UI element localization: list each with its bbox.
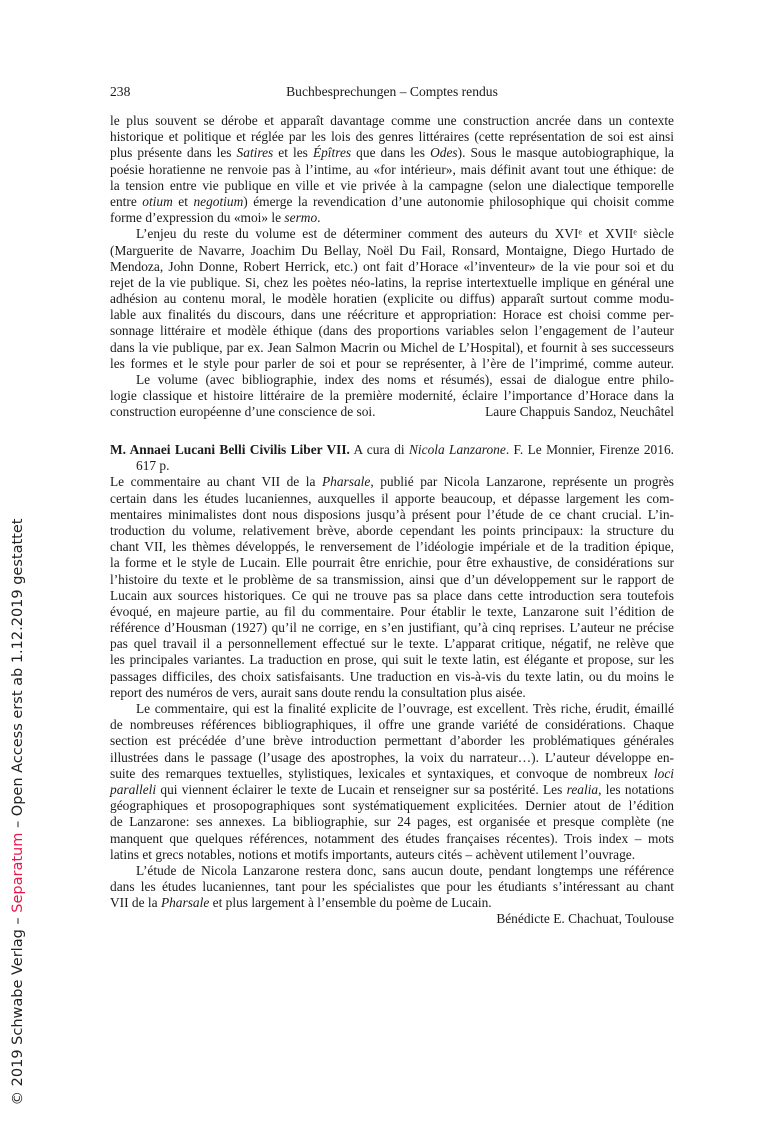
text-run: dans les études lucaniennes, tant pour les spécialistes que pour les étudiants s’intéressant au chant	[110, 879, 674, 895]
text-line	[110, 733, 674, 749]
text-run: certain dans les études lucaniennes, auxquelles il apporte beaucoup, et dépasse largement les com-	[110, 490, 674, 506]
text-run: forme d’expression du «moi» le	[110, 210, 285, 226]
text-run: ). Sous le masque autobiographique, la	[457, 145, 674, 161]
text-run: que dans les	[351, 145, 431, 161]
text-run: plus présente dans les	[110, 145, 237, 161]
text-line	[110, 178, 674, 194]
italic-text: paralleli	[110, 781, 157, 797]
text-run: poésie horatienne ne renvoie pas à l’intime, au «for intérieur», mais définit avant tout une éthique: de	[110, 161, 674, 177]
text-line	[110, 356, 674, 372]
text-run: chant VII, les thèmes développés, le renversement de l’idéologie impériale et de la tradition épique,	[110, 539, 674, 555]
text-run: construction européenne d’une conscience de soi.	[110, 404, 376, 420]
text-run: les formes et le style pour parler de soi et pour se représenter, à l’ère de l’imprimé, comme auteur.	[110, 355, 674, 371]
text-run: qui viennent éclairer le texte de Lucain et renseigner sur sa postérité. Les	[156, 781, 567, 797]
italic-text: Pharsale	[321, 474, 371, 490]
text-run: historique et politique et réglée par les lois des genres littéraires (cette représentation de soi est ainsi	[110, 129, 674, 145]
text-run: les principales variantes. La traduction en prose, qui suit le texte latin, est élégante et propose, sur les	[110, 652, 674, 668]
italic-text: loci	[653, 765, 674, 781]
text-line	[110, 340, 674, 356]
text-run: la forme et le style de Lucain. Elle pourrait être enrichie, pour être exhaustive, de considérations sur	[110, 555, 674, 571]
text-line	[110, 669, 674, 685]
text-run: . F. Le Monnier, Firenze 2016.	[505, 442, 674, 457]
text-line	[110, 652, 674, 668]
text-line	[110, 129, 674, 145]
text-run: L’étude de Nicola Lanzarone restera donc, sans aucun doute, pendant longtemps une référence	[136, 862, 674, 878]
text-run: et les	[273, 145, 313, 161]
italic-text: Épîtres	[312, 145, 352, 161]
copyright-prefix: © 2019 Schwabe Verlag –	[10, 912, 26, 1106]
italic-text: realia	[566, 781, 599, 797]
text-line	[110, 113, 674, 129]
text-run: passages difficiles, des choix satisfaisants. Une traduction en vis-à-vis du texte latin, ou du moins le	[110, 668, 674, 684]
text-run: rejet de la vie publique. Si, chez les poètes néo-latins, la reprise intertextuelle implique en général une	[110, 274, 674, 290]
text-line	[110, 620, 674, 636]
text-run: 617 p.	[136, 458, 170, 474]
text-line	[110, 323, 674, 339]
text-line	[110, 194, 674, 210]
page-number: 238	[110, 84, 131, 99]
text-line	[110, 798, 674, 814]
italic-text: sermo	[284, 210, 318, 226]
text-run: logie classique et histoire littéraire de la première modernité, éclaire l’importance d’Horace dans la	[110, 388, 674, 404]
italic-text: Pharsale	[160, 895, 210, 911]
review-lucani-belli-civilis	[110, 442, 674, 928]
text-line	[110, 307, 674, 323]
text-line	[110, 782, 674, 798]
text-line	[110, 685, 674, 701]
text-line-content	[110, 404, 375, 420]
text-run: latins et grecs notables, notions et motifs importants, auteurs cités – achèvent utilement l’ouvrage.	[110, 846, 636, 862]
text-run: A cura di	[349, 442, 409, 457]
text-line	[110, 458, 674, 474]
text-line	[110, 750, 674, 766]
text-line	[110, 555, 674, 571]
text-line	[110, 275, 674, 291]
text-line	[110, 291, 674, 307]
text-line	[110, 766, 674, 782]
text-run: pas quel travail il a personnellement effectué sur le texte. L’apparat critique, négatif, ne relève que	[110, 636, 674, 652]
italic-text: Nicola Lanzarone	[408, 442, 506, 457]
italic-text: Odes	[430, 145, 458, 161]
text-line	[110, 243, 674, 259]
text-line	[110, 210, 674, 226]
text-run: Le commentaire au chant VII de la	[110, 474, 322, 490]
text-run: de nombreuses références bibliographiques, il offre une grande variété de considérations. Chaque	[110, 717, 674, 733]
text-line	[110, 491, 674, 507]
text-line	[110, 372, 674, 388]
text-line	[110, 847, 674, 863]
text-run: et	[172, 193, 194, 209]
text-run: section est précédée d’une brève introduction permettant d’aborder les problématiques générales	[110, 733, 674, 749]
text-line	[110, 895, 674, 911]
text-line	[110, 388, 674, 404]
text-run: la tension entre vie publique en ville et vie privée à la campagne (selon une dialectique temporelle	[110, 177, 674, 193]
page-header	[110, 84, 674, 102]
text-run: VII de la	[110, 895, 161, 911]
text-line	[110, 259, 674, 275]
running-title: Buchbesprechungen – Comptes rendus	[286, 84, 498, 99]
text-run: adhésion au contenu moral, le modèle horatien (explicite ou diffus) apparaît surtout comme modu-	[110, 291, 674, 307]
text-run: mentaires minimalistes dont nous disposions jusqu’à présent pour l’étude de ce chant crucial. L’in-	[110, 506, 674, 522]
text-run: , les notations	[598, 781, 675, 797]
text-run: , publié par Nicola Lanzarone, représente un progrès	[370, 474, 674, 490]
text-run: référence d’Housman (1927) qu’il ne corrige, en s’en justifiant, qu’à cinq reprises. L’auteur ne précise	[110, 620, 674, 636]
text-run: géographiques et prosopographiques sont systématiquement explicitées. Dernier atout de l’édition	[110, 798, 674, 814]
reviewer-signature: Bénédicte E. Chachuat, Toulouse	[496, 911, 674, 927]
review-laure-chappuis-sandoz	[110, 113, 674, 421]
text-run: lable aux finalités du discours, dans une réécriture et appropriation: Horace est choisi comme per-	[110, 307, 674, 323]
text-run: l’histoire du texte et le problème de sa transmission, ainsi que d’un développement sur le rapport de	[110, 571, 674, 587]
text-run: dans la vie publique, par ex. Jean Salmon Macrin ou Michel de L’Hospital), et fournit à ses successeurs	[110, 339, 674, 355]
text-line	[110, 814, 674, 830]
text-line	[110, 226, 674, 242]
text-run: Mendoza, John Donne, Robert Herrick, etc.) ont fait d’Horace «l’inventeur» de la vie pour soi et du	[110, 258, 674, 274]
text-run: troduction du volume, relativement brève, aborde cependant les points principaux: la structure du	[110, 522, 674, 538]
bold-title: M. Annaei Lucani Belli Civilis Liber VII.	[110, 442, 350, 457]
text-line	[110, 442, 674, 458]
italic-text: negotium	[193, 193, 244, 209]
text-line	[110, 636, 674, 652]
italic-text: Satires	[236, 145, 274, 161]
text-run: évoqué, en majeure partie, au fil du commentaire. Pour établir le texte, Lanzarone suit l’édition de	[110, 603, 674, 619]
text-run: et plus largement à l’ensemble du poème de Lucain.	[209, 895, 492, 911]
text-line	[110, 911, 674, 927]
text-run: .	[317, 210, 321, 226]
text-line	[110, 507, 674, 523]
text-line	[110, 604, 674, 620]
text-run: (Marguerite de Navarre, Joachim Du Bellay, Noël Du Fail, Ronsard, Montaigne, Diego Hurtado de	[110, 242, 674, 258]
text-run: de Lanzarone: ses annexes. La bibliographie, sur 24 pages, est organisée et presque complète (ne	[110, 814, 674, 830]
text-line	[110, 474, 674, 490]
text-run: manquent que quelques références, notamment des études françaises récentes). Trois index – mots	[110, 830, 674, 846]
text-line	[110, 145, 674, 161]
text-run: Lucain aux sources historiques. Ce qui ne trouve pas sa place dans cette introduction sera toutefois	[110, 587, 674, 603]
text-line	[110, 701, 674, 717]
text-run: le plus souvent se dérobe et apparaît davantage comme une construction ancrée dans un contexte	[110, 113, 674, 128]
text-line	[110, 404, 674, 420]
text-run: illustrées dans le passage (l’usage des apostrophes, la voix du narrateur…). L’auteur développe en-	[110, 749, 674, 765]
copyright-suffix: – Open Access erst ab 1.12.2019 gestattet	[10, 518, 26, 833]
text-line	[110, 539, 674, 555]
text-line	[110, 879, 674, 895]
italic-text: otium	[142, 193, 173, 209]
text-run: Le commentaire, qui est la finalité explicite de l’ouvrage, est excellent. Très riche, érudit, émaillé	[136, 701, 674, 716]
text-line	[110, 717, 674, 733]
text-line	[110, 863, 674, 879]
text-line	[110, 588, 674, 604]
text-line	[110, 831, 674, 847]
text-run: ) émerge la revendication d’une autonomie philosophique qui choisit comme	[243, 193, 675, 209]
text-run: report des numéros de vers, aurait sans doute rendu la consultation plus aisée.	[110, 684, 526, 700]
text-line	[110, 572, 674, 588]
separatum-label: Separatum	[10, 832, 26, 913]
text-run: suite des remarques textuelles, stylistiques, lexicales et syntaxiques, et convoque de nombreux	[110, 765, 654, 781]
text-run: sonnage littéraire et modèle éthique (dans des proportions variables selon l’engagement de l’auteur	[110, 323, 674, 339]
copyright-notice	[10, 519, 26, 1106]
text-run: entre	[110, 193, 143, 209]
reviewer-signature: Laure Chappuis Sandoz, Neuchâtel	[485, 404, 674, 420]
text-run: Le volume (avec bibliographie, index des noms et résumés), essai de dialogue entre philo-	[136, 372, 674, 387]
text-run: L’enjeu du reste du volume est de déterminer comment des auteurs du XVIᵉ et XVIIᵉ siècle	[136, 226, 674, 242]
text-line	[110, 162, 674, 178]
text-line	[110, 523, 674, 539]
